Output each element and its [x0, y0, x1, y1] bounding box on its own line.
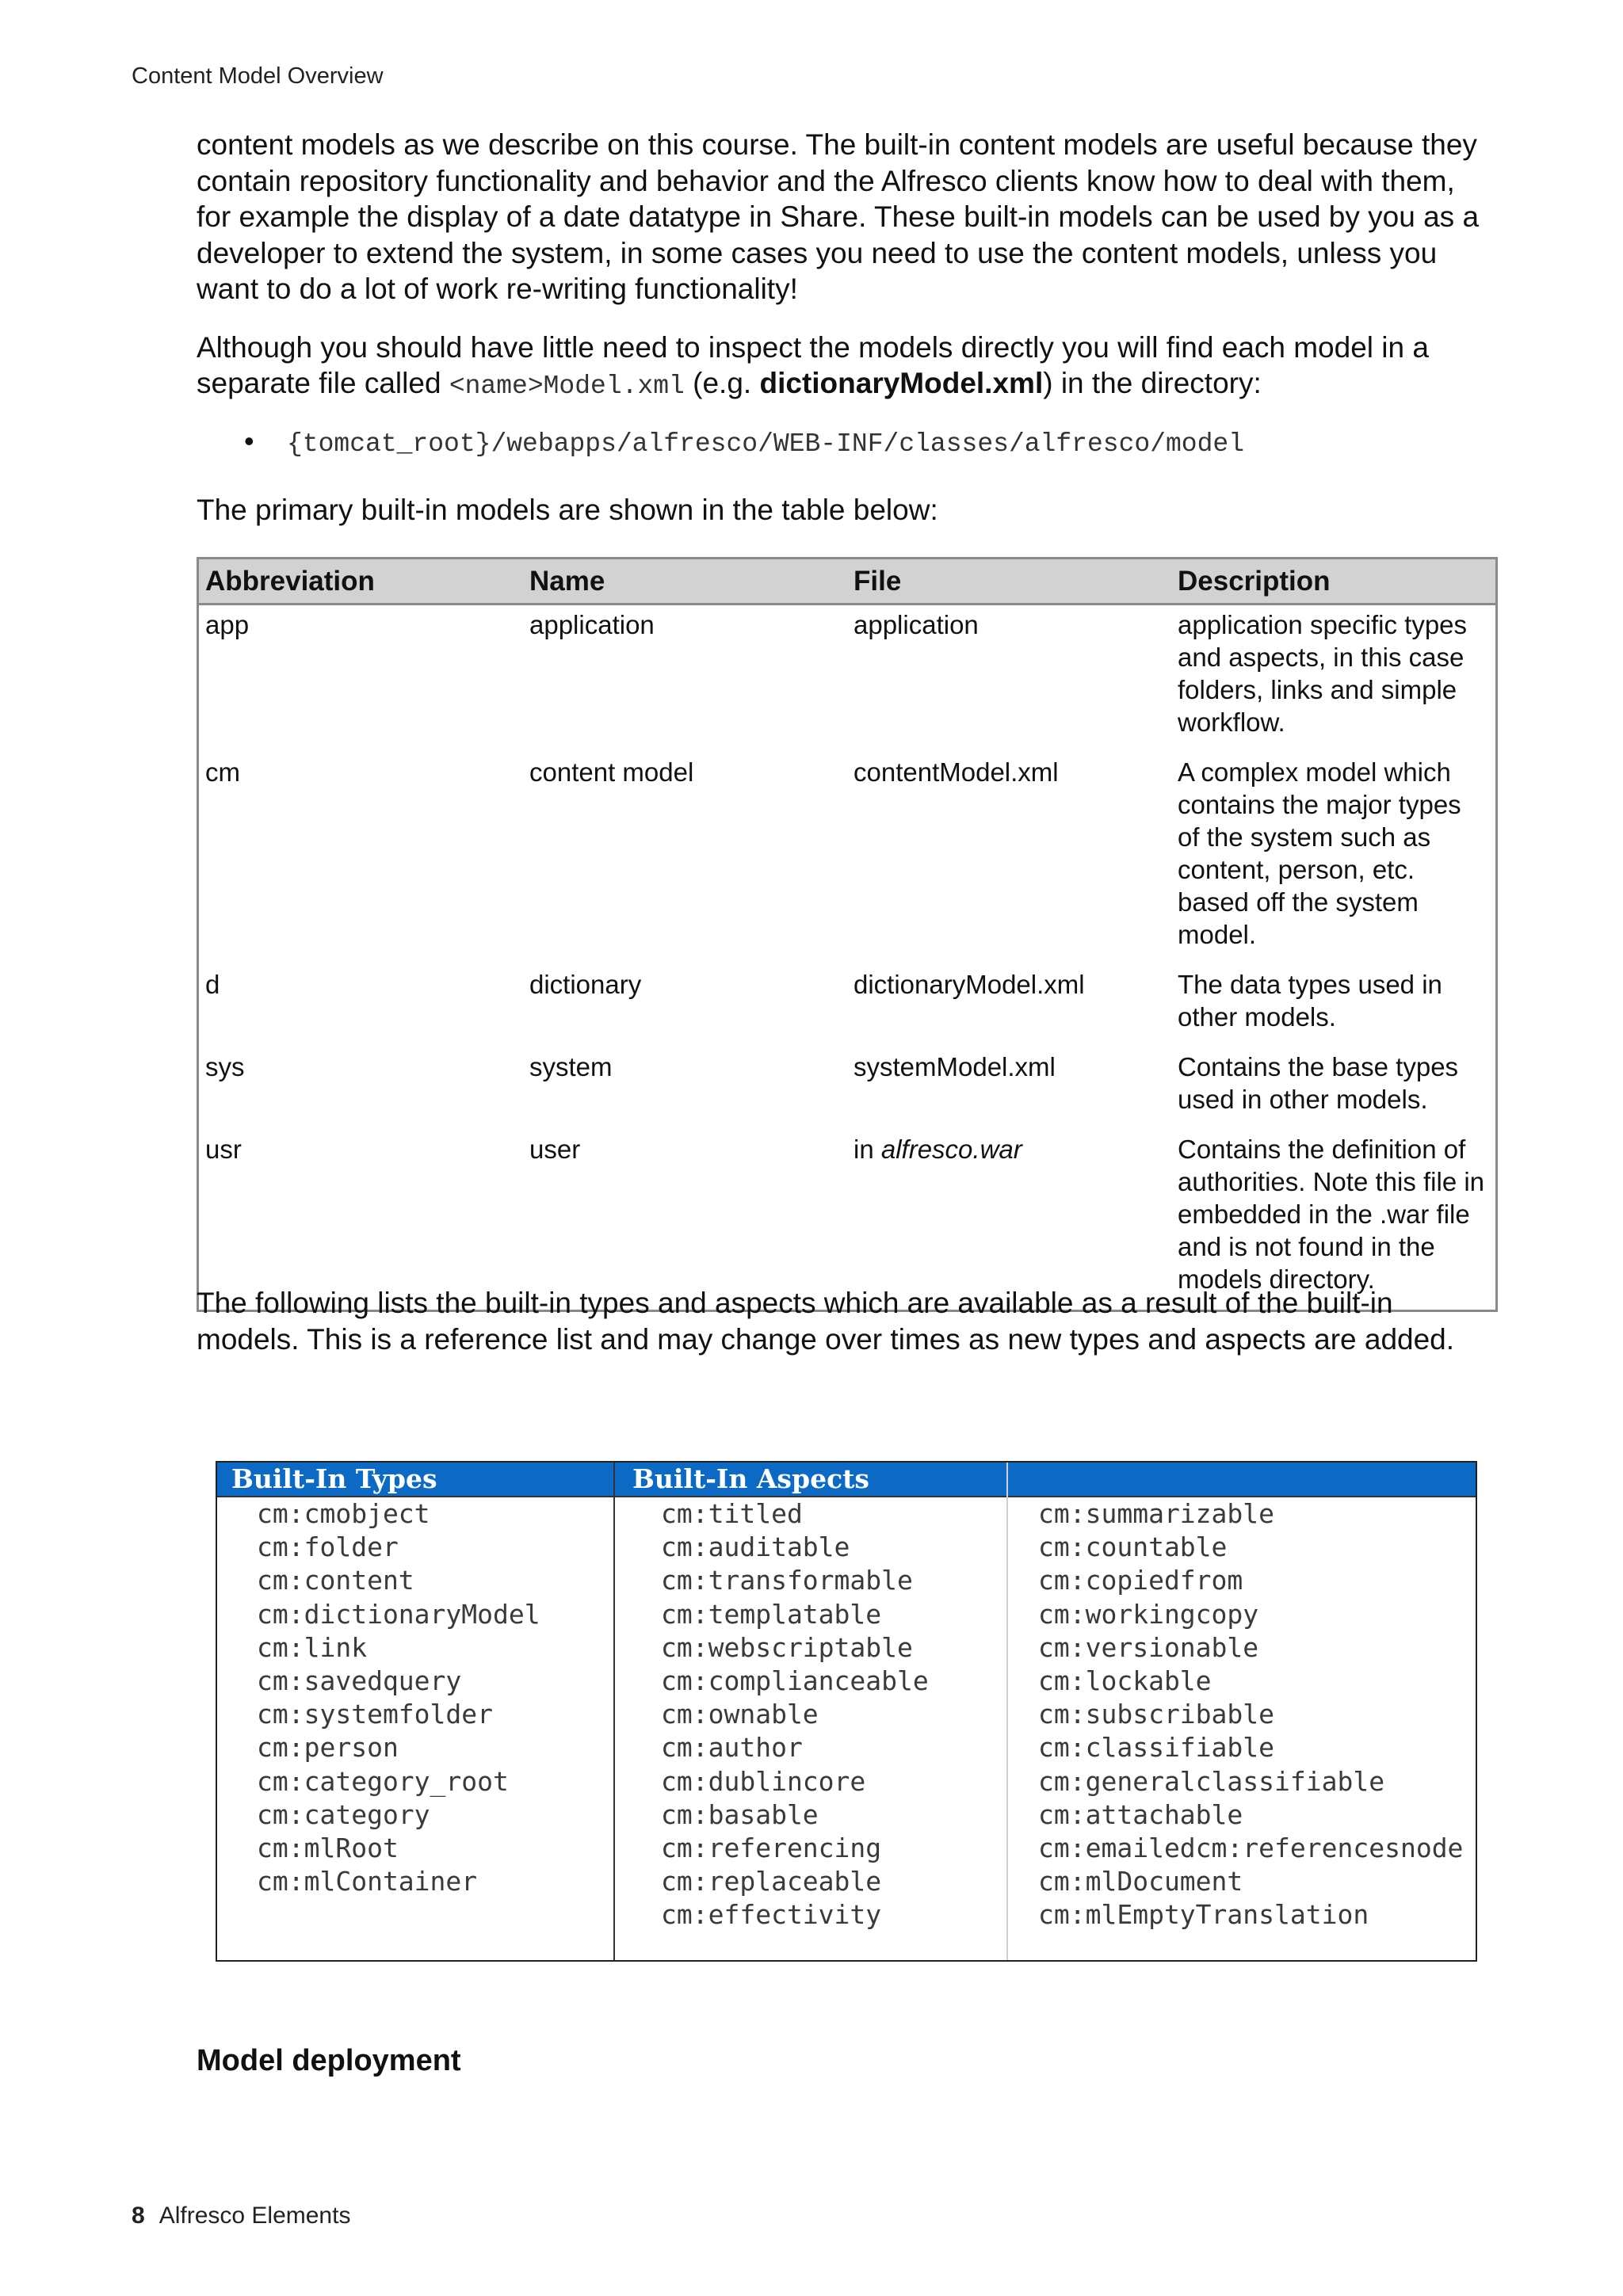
- cell-abbreviation: app: [205, 610, 250, 639]
- cell-abbreviation: sys: [205, 1052, 245, 1081]
- cell-file-text: dictionaryModel.xml: [854, 970, 1085, 999]
- cell-file-text: application: [854, 610, 979, 639]
- list-item: cm:lockable: [1038, 1665, 1212, 1696]
- cell-description: application specific types and aspects, in this case folders, links and simple workflow.: [1178, 610, 1468, 737]
- cell-file: [847, 1047, 1171, 1130]
- builtin-aspects-list-2: [1038, 1497, 1463, 1932]
- builtin-types-aspects-table: [216, 1461, 1477, 1962]
- cell-name: content model: [529, 757, 694, 787]
- col-header-file: File: [847, 559, 1171, 605]
- book-title: Alfresco Elements: [158, 2203, 351, 2229]
- cell-file: [847, 1130, 1171, 1311]
- list-item: cm:author: [661, 1732, 803, 1764]
- list-item: cm:webscriptable: [661, 1631, 913, 1663]
- cell-name: dictionary: [529, 970, 642, 999]
- col-header-name: Name: [523, 559, 847, 605]
- paragraph-intro: content models as we describe on this course. The built-in content models are useful because they contain repository functionality and behavior and the Alfresco clients know how to deal with them, for example the display of a date datatype in Share. These built-in models can be used by you as a developer to extend the system, in some cases you need to use the content models, unless you want to do a lot of work re-writing functionality!: [197, 128, 1480, 305]
- column-divider: [1006, 1463, 1008, 1960]
- page-footer: [132, 2203, 350, 2229]
- table-row: [198, 1130, 1497, 1311]
- list-item: cm:versionable: [1038, 1631, 1259, 1663]
- list-item: cm:link: [257, 1631, 368, 1663]
- running-header: Content Model Overview: [132, 63, 384, 89]
- table-row: [198, 965, 1497, 1047]
- list-item: cm:subscribable: [1038, 1699, 1275, 1730]
- header-builtin-aspects: Built-In Aspects: [632, 1463, 869, 1494]
- list-item: cm:ownable: [661, 1699, 819, 1730]
- model-filename-code: <name>Model.xml: [449, 372, 685, 401]
- list-item: cm:complianceable: [661, 1665, 929, 1696]
- list-item: cm:folder: [257, 1531, 399, 1563]
- cell-file: [847, 605, 1171, 753]
- list-item: cm:person: [257, 1732, 399, 1764]
- page-number: 8: [132, 2203, 145, 2229]
- cell-file: [847, 753, 1171, 965]
- page-content: [197, 127, 1496, 2077]
- cell-file: [847, 965, 1171, 1047]
- list-item: cm:basable: [661, 1798, 819, 1830]
- list-item: cm:templatable: [661, 1598, 882, 1630]
- list-item: cm:auditable: [661, 1531, 850, 1563]
- para2-text-b: (e.g.: [684, 367, 760, 399]
- list-item: cm:titled: [661, 1498, 803, 1529]
- list-item: cm:copiedfrom: [1038, 1565, 1243, 1596]
- list-item: cm:generalclassifiable: [1038, 1765, 1385, 1797]
- cell-abbreviation: cm: [205, 757, 240, 787]
- cell-name: user: [529, 1135, 581, 1164]
- list-item: cm:replaceable: [661, 1866, 882, 1897]
- list-item: cm:referencing: [661, 1832, 882, 1863]
- col-header-description: Description: [1171, 559, 1497, 605]
- para2-text-c: ) in the directory:: [1043, 367, 1262, 399]
- builtin-types-list: [257, 1497, 540, 1898]
- cell-name: application: [529, 610, 655, 639]
- cell-description: A complex model which contains the major types of the system such as content, person, etc. based off the system model.: [1178, 757, 1461, 949]
- models-table-header-row: [198, 559, 1497, 605]
- paragraph-builtin-intro: The following lists the built-in types and aspects which are available as a result of the built-in models. This is a reference list and may change over times as new types and aspects are added.: [197, 1287, 1455, 1356]
- list-item: cm:dublincore: [661, 1765, 866, 1797]
- table-row: [198, 753, 1497, 965]
- cell-description: Contains the base types used in other models.: [1178, 1052, 1459, 1114]
- table-row: [198, 1047, 1497, 1130]
- cell-description: The data types used in other models.: [1178, 970, 1442, 1032]
- cell-file-text: systemModel.xml: [854, 1052, 1056, 1081]
- list-item: cm:savedquery: [257, 1665, 462, 1696]
- paragraph-table-intro: The primary built-in models are shown in the table below:: [197, 493, 938, 526]
- list-item: cm:effectivity: [661, 1899, 882, 1931]
- section-heading-model-deployment: Model deployment: [197, 2044, 461, 2077]
- para2-text-a: Although you should have little need to inspect the models directly you will find each model in a separate file called: [197, 330, 1429, 399]
- cell-abbreviation: usr: [205, 1135, 242, 1164]
- builtin-aspects-list-1: [661, 1497, 929, 1932]
- cell-abbreviation: d: [205, 970, 220, 999]
- builtin-table-header: [217, 1463, 1476, 1496]
- cell-file-text: in: [854, 1135, 881, 1164]
- list-item: cm:category: [257, 1798, 430, 1830]
- bullet-icon: •: [244, 424, 254, 457]
- list-item: cm:transformable: [661, 1565, 913, 1596]
- list-item: cm:content: [257, 1565, 414, 1596]
- list-item: cm:attachable: [1038, 1798, 1243, 1830]
- cell-file-text: contentModel.xml: [854, 757, 1059, 787]
- paragraph-model-files: [197, 330, 1496, 405]
- list-item: cm:mlContainer: [257, 1866, 478, 1897]
- list-item: cm:mlDocument: [1038, 1866, 1243, 1897]
- list-item: cm:countable: [1038, 1531, 1228, 1563]
- bullet-model-path: [197, 424, 1496, 462]
- cell-description: Contains the definition of authorities. Note this file in embedded in the .war file and is not found in the models directory.: [1178, 1135, 1485, 1294]
- list-item: cm:cmobject: [257, 1498, 430, 1529]
- models-table: [197, 557, 1498, 1312]
- cell-name: system: [529, 1052, 613, 1081]
- list-item: cm:mlRoot: [257, 1832, 399, 1863]
- col-header-abbreviation: Abbreviation: [198, 559, 524, 605]
- list-item: cm:mlEmptyTranslation: [1038, 1899, 1369, 1931]
- cell-file-italic: alfresco.war: [880, 1135, 1022, 1164]
- list-item: cm:classifiable: [1038, 1732, 1275, 1764]
- list-item: cm:workingcopy: [1038, 1598, 1259, 1630]
- list-item: cm:category_root: [257, 1765, 509, 1797]
- header-builtin-types: Built-In Types: [231, 1463, 437, 1494]
- list-item: cm:dictionaryModel: [257, 1598, 540, 1630]
- list-item: cm:emailedcm:referencesnode: [1038, 1832, 1464, 1863]
- list-item: cm:systemfolder: [257, 1699, 494, 1730]
- column-divider: [613, 1463, 615, 1960]
- model-directory-path: {tomcat_root}/webapps/alfresco/WEB-INF/classes/alfresco/model: [287, 429, 1244, 459]
- table-row: [198, 605, 1497, 753]
- list-item: cm:summarizable: [1038, 1498, 1275, 1529]
- dictionary-model-filename: dictionaryModel.xml: [759, 367, 1044, 399]
